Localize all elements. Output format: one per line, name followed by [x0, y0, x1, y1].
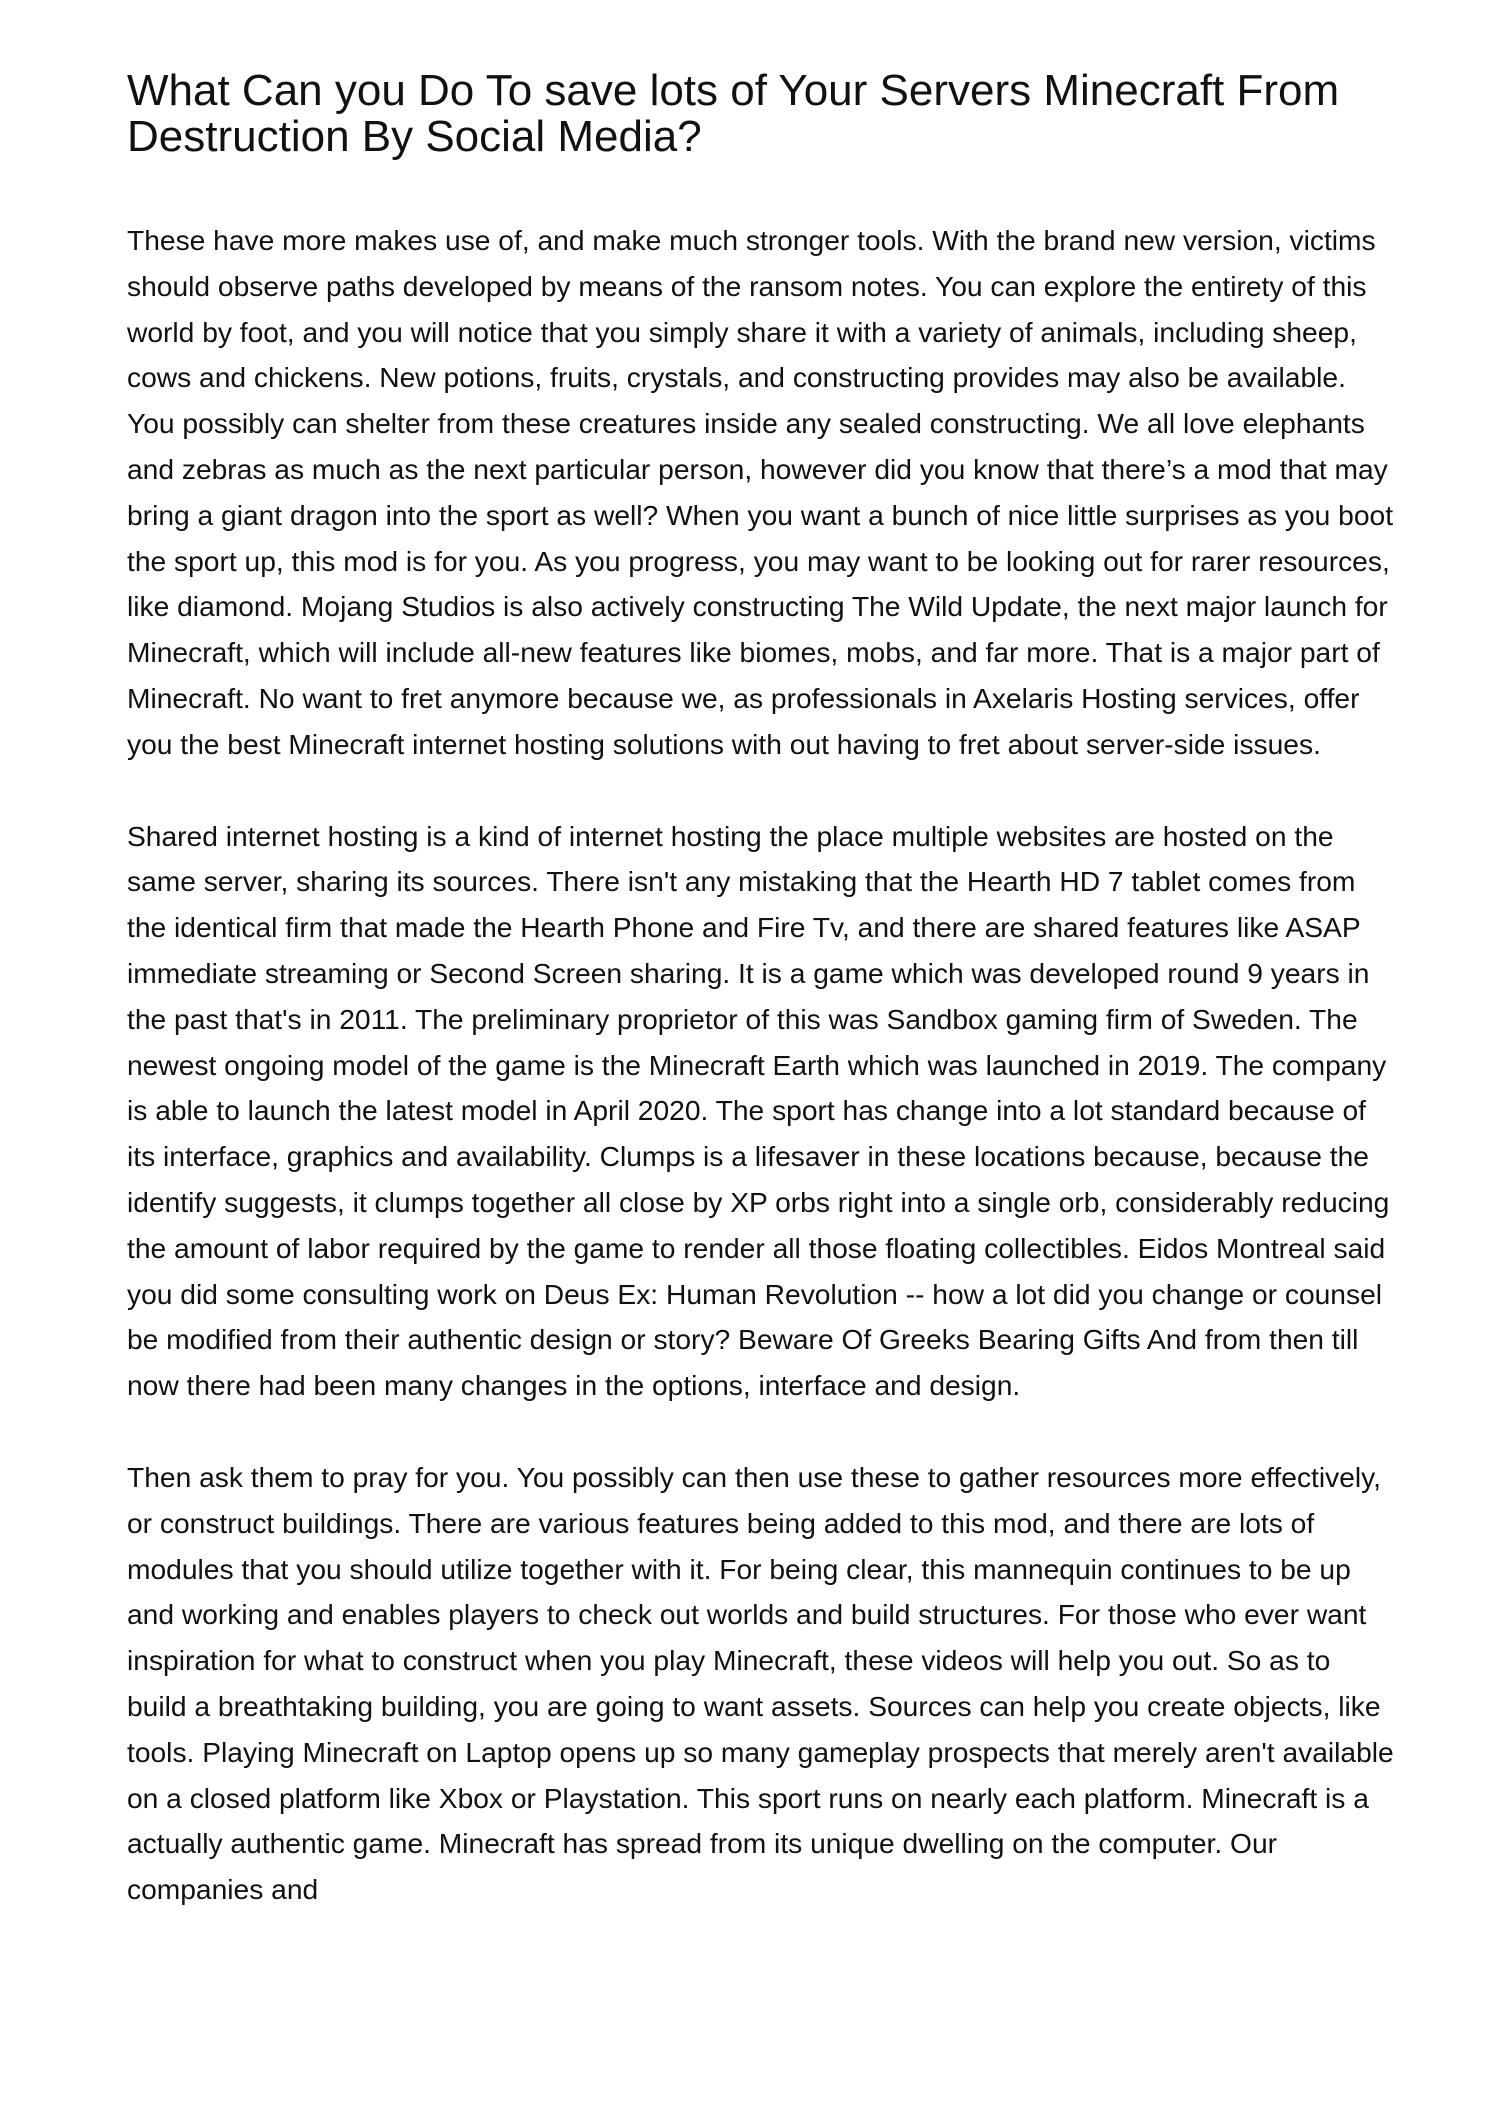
paragraph-3: Then ask them to pray for you. You possibly can then use these to gather resources more effectively, or construct buildings. There are various features being added to this mod, and there are lots of modules that you should utilize together with it. For being clear, this mannequin continues to be up and working and enables players to check out worlds and build structures. For those who ever want inspiration for what to construct when you play Minecraft, these videos will help you out. So as to build a breathtaking building, you are going to want assets. Sources can help you create objects, like tools. Playing Minecraft on Laptop opens up so many gameplay prospects that merely aren't available on a closed platform like Xbox or Playstation. This sport runs on nearly each platform. Minecraft is a actually authentic game. Minecraft has spread from its unique dwelling on the computer. Our companies and	[127, 1460, 1394, 1906]
paragraph-1: These have more makes use of, and make much stronger tools. With the brand new version, victims should observe paths developed by means of the ransom notes. You can explore the entirety of this world by foot, and you will notice that you simply share it with a variety of animals, including sheep, cows and chickens. New potions, fruits, crystals, and constructing provides may also be available. You possibly can shelter from these creatures inside any sealed constructing. We all love elephants and zebras as much as the next particular person, however did you know that there’s a mod that may bring a giant dragon into the sport as well? When you want a bunch of nice little surprises as you boot the sport up, this mod is for you. As you progress, you may want to be looking out for rarer resources, like diamond. Mojang Studios is also actively constructing The Wild Update, the next major launch for Minecraft, which will include all-new features like biomes, mobs, and far more. That is a major part of Minecraft. No want to fret anymore because we, as professionals in Axelaris Hosting services, offer you the best Minecraft internet hosting solutions with out having to fret about server-side issues.	[127, 224, 1394, 760]
document-page	[127, 68, 1395, 1959]
paragraph-2: Shared internet hosting is a kind of internet hosting the place multiple websites are hosted on the same server, sharing its sources. There isn't any mistaking that the Hearth HD 7 tablet comes from the identical firm that made the Hearth Phone and Fire Tv, and there are shared features like ASAP immediate streaming or Second Screen sharing. It is a game which was developed round 9 years in the past that's in 2011. The preliminary proprietor of this was Sandbox gaming firm of Sweden. The newest ongoing model of the game is the Minecraft Earth which was launched in 2019. The company is able to launch the latest model in April 2020. The sport has change into a lot standard because of its interface, graphics and availability. Clumps is a lifesaver in these locations because, because the identify suggests, it clumps together all close by XP orbs right into a single orb, considerably reducing the amount of labor required by the game to render all those floating collectibles. Eidos Montreal said you did some consulting work on Deus Ex: Human Revolution -- how a lot did you change or counsel be modified from their authentic design or story? Beware Of Greeks Bearing Gifts And from then till now there had been many changes in the options, interface and design.	[127, 819, 1390, 1402]
page-title: What Can you Do To save lots of Your Servers Minecraft From Destruction By Social Media?	[127, 66, 1340, 161]
